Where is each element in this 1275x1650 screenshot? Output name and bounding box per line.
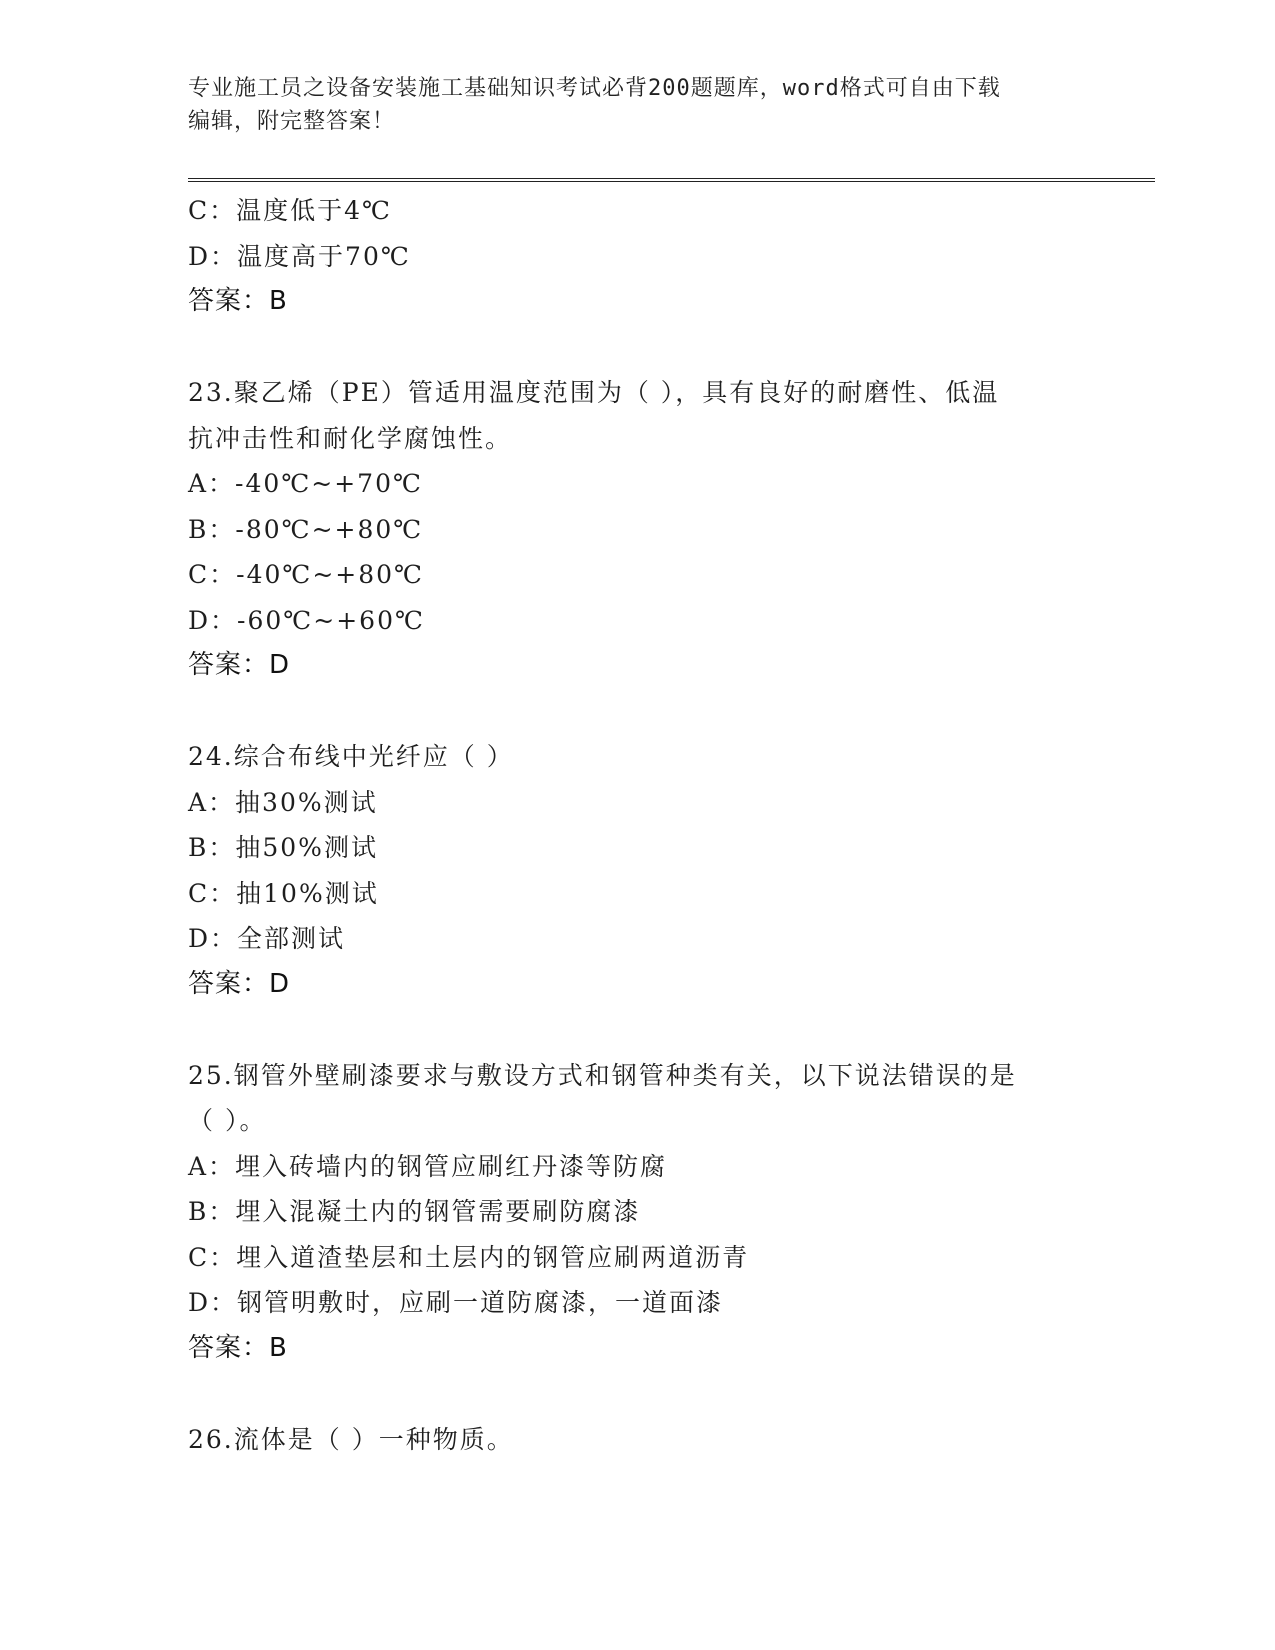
answer-line: 答案：B — [188, 286, 288, 316]
option-d: D：-60℃~+60℃ — [188, 605, 425, 635]
option-a: A：抽30%测试 — [188, 787, 378, 817]
option-d: D：全部测试 — [188, 924, 346, 953]
question-stem-line-1: 25.钢管外壁刷漆要求与敷设方式和钢管种类有关，以下说法错误的是 — [188, 1060, 1017, 1090]
spacer — [188, 1371, 1088, 1417]
option-a: A：-40℃~+70℃ — [188, 469, 423, 498]
spacer — [188, 1007, 1088, 1053]
question-list — [188, 188, 1088, 1462]
option-c: C：抽10%测试 — [188, 878, 379, 908]
question-stem-line-1: 23.聚乙烯（PE）管适用温度范围为（ ），具有良好的耐磨性、低温 — [188, 378, 1000, 407]
question-stem-line-1: 26.流体是（ ）一种物质。 — [188, 1424, 514, 1454]
option-b: B：抽50%测试 — [188, 833, 378, 862]
answer-line: 答案：B — [188, 1332, 288, 1363]
option-c: C：温度低于4℃ — [188, 196, 393, 225]
spacer — [188, 325, 1088, 371]
header-divider — [188, 178, 1155, 182]
option-d: D：温度高于70℃ — [188, 241, 411, 271]
option-c: C：埋入道渣垫层和土层内的钢管应刷两道沥青 — [188, 1242, 750, 1272]
option-a: A：埋入砖墙内的钢管应刷红丹漆等防腐 — [188, 1151, 668, 1181]
spacer — [188, 689, 1088, 735]
question-22 — [188, 188, 1088, 325]
option-c: C：-40℃~+80℃ — [188, 560, 425, 589]
option-d: D：钢管明敷时，应刷一道防腐漆，一道面漆 — [188, 1288, 724, 1317]
option-b: B：埋入混凝土内的钢管需要刷防腐漆 — [188, 1197, 641, 1226]
question-24 — [188, 734, 1088, 1007]
question-stem-line-2: （ ）。 — [188, 1106, 267, 1135]
header-title-line-2: 编辑，附完整答案！ — [188, 109, 396, 134]
header-title-line-1: 专业施工员之设备安装施工基础知识考试必背200题题库，word格式可自由下载 — [188, 76, 1001, 101]
option-b: B：-80℃~+80℃ — [188, 514, 424, 544]
question-23 — [188, 370, 1088, 689]
document-header — [188, 72, 1078, 138]
answer-line: 答案：D — [188, 650, 291, 680]
question-stem-line-2: 抗冲击性和耐化学腐蚀性。 — [188, 423, 513, 453]
answer-line: 答案：D — [188, 968, 291, 999]
question-26 — [188, 1417, 1088, 1463]
question-stem-line-1: 24.综合布线中光纤应（ ） — [188, 742, 514, 771]
question-25 — [188, 1053, 1088, 1372]
